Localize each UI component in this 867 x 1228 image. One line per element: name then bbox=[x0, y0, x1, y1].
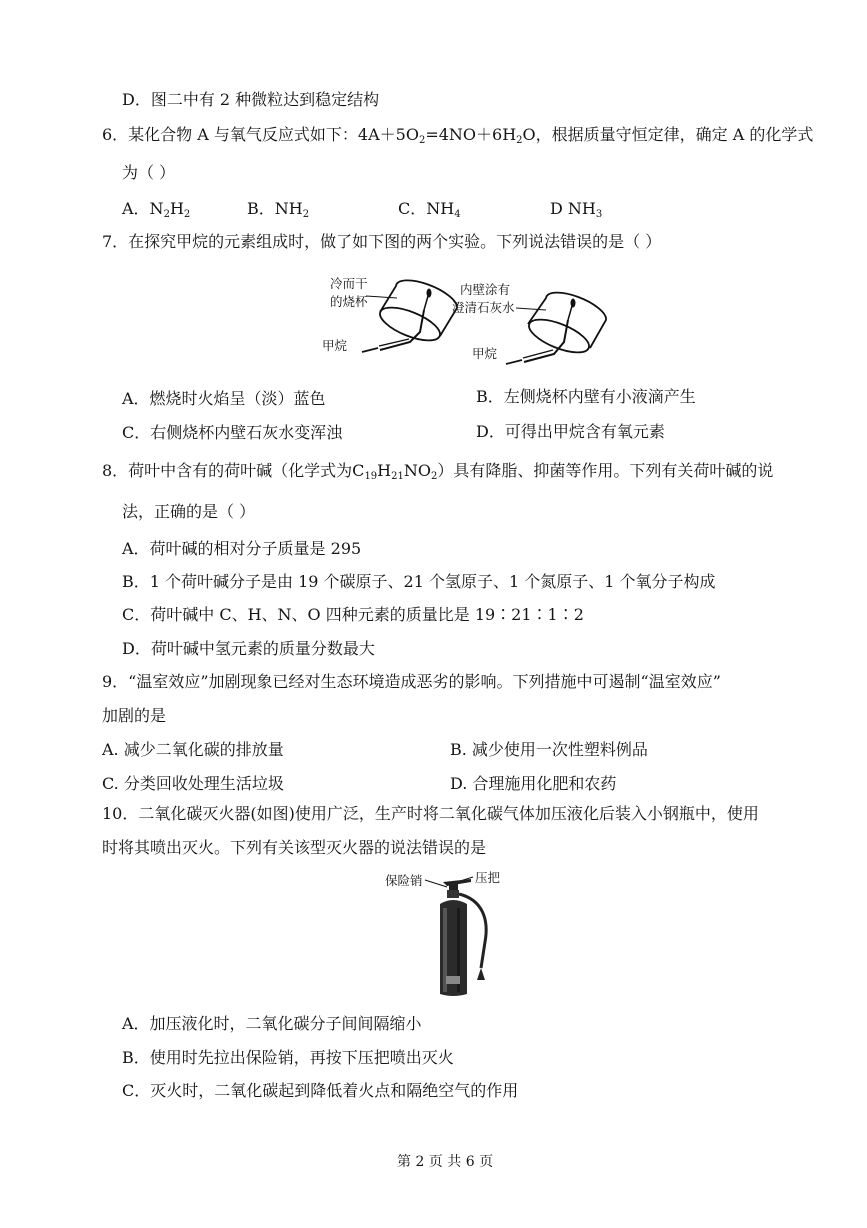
q8-option-c: C．荷叶碱中 C、H、N、O 四种元素的质量比是 19∶21∶1∶2 bbox=[122, 605, 584, 624]
q6-stem: 6．某化合物 A 与氧气反应式如下：$4A+5O_2=4NO+6H_2O$，根据质量守恒定律，确定 A 的化学式 bbox=[102, 125, 814, 146]
right-gas-label: 甲烷 bbox=[472, 346, 498, 361]
q7-option-d: D．可得出甲烷含有氧元素 bbox=[476, 422, 665, 441]
right-beaker-diagram bbox=[506, 293, 606, 364]
right-label-bottom: 澄清石灰水 bbox=[452, 300, 515, 315]
fire-extinguisher-figure bbox=[385, 868, 505, 1000]
q8-option-b: B．1 个荷叶碱分子是由 19 个碳原子、21 个氢原子、1 个氮原子、1 个氧分子构成 bbox=[122, 572, 716, 591]
q10-option-a: A．加压液化时，二氧化碳分子间间隔缩小 bbox=[122, 1014, 422, 1033]
q9-option-b: B. 减少使用一次性塑料例品 bbox=[450, 740, 648, 759]
q6-option-a: A．$N_2H_2$ bbox=[122, 199, 191, 220]
methane-experiment-figure bbox=[300, 262, 600, 380]
q8-option-a: A．荷叶碱的相对分子质量是 295 bbox=[122, 539, 362, 558]
q9-option-d: D. 合理施用化肥和农药 bbox=[450, 774, 617, 793]
extinguisher-diagram bbox=[425, 877, 486, 996]
q10-option-c: C．灭火时，二氧化碳起到降低着火点和隔绝空气的作用 bbox=[122, 1081, 519, 1100]
q10-stem: 10．二氧化碳灭火器(如图)使用广泛，生产时将二氧化碳气体加压液化后装入小钢瓶中，使用 bbox=[102, 804, 759, 823]
q9-stem: 9．“温室效应”加剧现象已经对生态环境造成恶劣的影响。下列措施中可遏制“温室效应” bbox=[102, 672, 721, 691]
q9-option-c: C. 分类回收处理生活垃圾 bbox=[102, 774, 284, 793]
q10-option-b: B．使用时先拉出保险销，再按下压把喷出灭火 bbox=[122, 1048, 454, 1067]
q6-option-c: C．$NH_4$ bbox=[398, 199, 461, 220]
q10-stem-line2: 时将其喷出灭火。下列有关该型灭火器的说法错误的是 bbox=[102, 838, 487, 857]
q8-stem-line2: 法，正确的是（ ） bbox=[122, 502, 256, 521]
left-gas-label: 甲烷 bbox=[322, 338, 348, 353]
q8-option-d: D．荷叶碱中氢元素的质量分数最大 bbox=[122, 639, 375, 658]
left-label-top: 冷而干 bbox=[330, 276, 368, 291]
page-footer: 第 2 页 共 6 页 bbox=[397, 1154, 494, 1170]
q8-stem: 8．荷叶中含有的荷叶碱（化学式为$C_{19}H_{21}NO_2$）具有降脂、抑菌等作用。下列有关荷叶碱的说 bbox=[102, 461, 774, 482]
q6-stem-line2: 为（ ） bbox=[122, 163, 176, 182]
q7-option-a: A．燃烧时火焰呈（淡）蓝色 bbox=[122, 389, 326, 408]
q7-option-b: B．左侧烧杯内壁有小液滴产生 bbox=[476, 387, 696, 406]
left-label-bottom: 的烧杯 bbox=[330, 294, 368, 309]
left-beaker-diagram bbox=[362, 280, 457, 352]
q5-option-d: D．图二中有 2 种微粒达到稳定结构 bbox=[122, 90, 380, 109]
right-label-top: 内壁涂有 bbox=[460, 282, 511, 297]
handle-label: 压把 bbox=[475, 870, 501, 885]
q9-option-a: A. 减少二氧化碳的排放量 bbox=[102, 740, 284, 759]
q7-stem: 7．在探究甲烷的元素组成时，做了如下图的两个实验。下列说法错误的是（ ） bbox=[102, 232, 662, 251]
q9-stem-line2: 加剧的是 bbox=[102, 706, 167, 725]
pin-label: 保险销 bbox=[385, 873, 423, 888]
q6-option-d: D $NH_3$ bbox=[550, 199, 603, 220]
q6-option-b: B．$NH_2$ bbox=[247, 199, 310, 220]
q7-option-c: C．右侧烧杯内壁石灰水变浑浊 bbox=[122, 423, 343, 442]
